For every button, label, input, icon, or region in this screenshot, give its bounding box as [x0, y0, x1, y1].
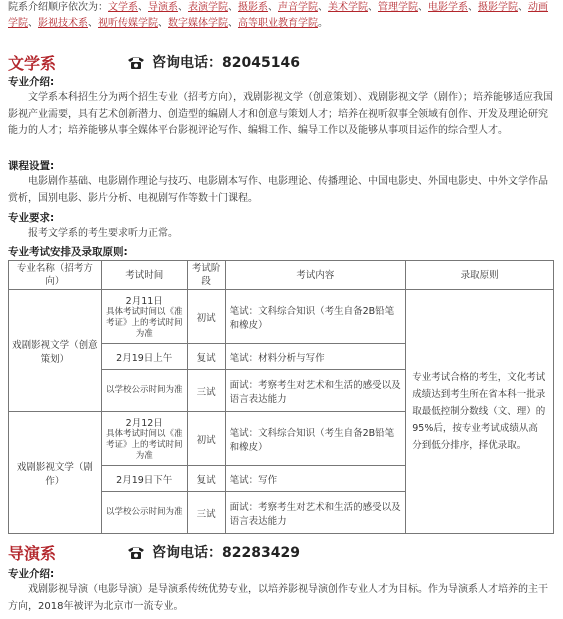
phone-text: 咨询电话：82045146 [152, 55, 300, 71]
dept-title: 文学系 [8, 53, 57, 73]
dept-link[interactable]: 影视技术系 [38, 18, 88, 29]
intro-text: 戏剧影视导演（电影导演）是导演系传统优势专业，以培养影视导演创作专业人才为目标。作为导演系人才培养的主干方向，2018年被评为北京市一流专业。 [8, 584, 548, 612]
stage-cell: 复试 [187, 466, 225, 492]
time-note: 具体考试时间以《准考证》上的考试时间为准 [105, 429, 183, 461]
time-note: 具体考试时间以《准考证》上的考试时间为准 [105, 307, 183, 339]
stage-cell: 复试 [187, 344, 225, 370]
separator: 、 [318, 2, 328, 13]
stage-cell: 三试 [187, 492, 225, 534]
course-text: 电影剧作基础、电影剧作理论与技巧、电影剧本写作、电影理论、传播理论、中国电影史、外国电影史、中外文学作品赏析，国别电影、影片分析、电视剧写作等数十门课程。 [8, 176, 548, 204]
dept-link[interactable]: 高等职业教育学院 [238, 18, 318, 29]
content-cell: 面试：考察考生对艺术和生活的感受以及语言表达能力 [225, 370, 406, 412]
col-content: 考试内容 [225, 261, 406, 290]
requirement-text: 报考文学系的考生要求听力正常。 [28, 228, 178, 239]
time-date: 2月11日 [125, 296, 163, 307]
major-cell: 戏剧影视文学（创意策划） [9, 290, 102, 412]
telephone-icon [126, 544, 146, 560]
separator: 、 [178, 2, 188, 13]
separator: 、 [138, 2, 148, 13]
time-cell: 2月19日上午 [101, 344, 187, 370]
content-cell: 笔试：文科综合知识（考生自备2B铅笔和橡皮） [225, 290, 406, 344]
separator: 、 [518, 2, 528, 13]
col-rule: 录取原则 [406, 261, 554, 290]
stage-cell: 初试 [187, 290, 225, 344]
order-prefix: 院系介绍顺序依次为： [8, 2, 108, 13]
dept-link[interactable]: 导演系 [148, 2, 178, 13]
col-major: 专业名称（招考方向） [9, 261, 102, 290]
phone-line [126, 542, 300, 562]
content-cell: 笔试：文科综合知识（考生自备2B铅笔和橡皮） [225, 412, 406, 466]
table-row [9, 290, 554, 344]
time-cell [101, 412, 187, 466]
intro-text: 文学系本科招生分为两个招生专业（招考方向），戏剧影视文学（创意策划）、戏剧影视文学（剧作）；培养能够适应我国影视产业需要，具有艺术创新潜力、创造型的编剧人才和创意与策划人才；培养在视听叙事全领域有创作、开发及理论研究能力的人才；培养能够从事全媒体平台影视评论写作、编辑工作、编导工作以及能够从事项目运作的综合型人才。 [8, 92, 553, 136]
stage-cell: 三试 [187, 370, 225, 412]
dept-link[interactable]: 文学系 [108, 2, 138, 13]
separator: 、 [88, 18, 98, 29]
dept-header-literature [8, 50, 300, 74]
exam-table [8, 260, 554, 534]
telephone-icon [126, 54, 146, 70]
dept-link[interactable]: 管理学院 [378, 2, 418, 13]
dept-header-directing [8, 540, 300, 564]
department-order [8, 0, 556, 32]
dept-link[interactable]: 电影学系 [428, 2, 468, 13]
dept-link[interactable]: 动画学院 [8, 2, 548, 29]
intro-heading: 专业介绍: [8, 76, 55, 88]
separator: 、 [368, 2, 378, 13]
dept-link[interactable]: 声音学院 [278, 2, 318, 13]
separator: 、 [228, 18, 238, 29]
col-stage: 考试阶段 [187, 261, 225, 290]
dept-link[interactable]: 摄影学院 [478, 2, 518, 13]
time-cell [101, 290, 187, 344]
time-date: 2月12日 [125, 418, 163, 429]
time-cell: 以学校公示时间为准 [101, 492, 187, 534]
content-cell: 面试：考察考生对艺术和生活的感受以及语言表达能力 [225, 492, 406, 534]
rule-cell: 专业考试合格的考生，文化考试成绩达到考生所在省本科一批录取最低控制分数线（文、理）的95%后，按专业考试成绩从高分到低分排序，择优录取。 [406, 290, 554, 534]
intro-heading: 专业介绍: [8, 568, 55, 580]
separator: 、 [28, 18, 38, 29]
requirement-heading: 专业要求: [8, 212, 55, 224]
col-time: 考试时间 [101, 261, 187, 290]
time-cell: 2月19日下午 [101, 466, 187, 492]
separator: 、 [158, 18, 168, 29]
course-heading: 课程设置: [8, 160, 55, 172]
dept-title: 导演系 [8, 543, 57, 563]
separator: 、 [268, 2, 278, 13]
content-cell: 笔试：材料分析与写作 [225, 344, 406, 370]
dept-link[interactable]: 数字媒体学院 [168, 18, 228, 29]
separator: 。 [318, 18, 328, 29]
dept-link[interactable]: 表演学院 [188, 2, 228, 13]
table-heading: 专业考试安排及录取原则: [8, 246, 128, 258]
content-cell: 笔试：写作 [225, 466, 406, 492]
time-cell: 以学校公示时间为准 [101, 370, 187, 412]
phone-text: 咨询电话：82283429 [152, 545, 300, 561]
stage-cell: 初试 [187, 412, 225, 466]
separator: 、 [228, 2, 238, 13]
table-header-row [9, 261, 554, 290]
dept-link[interactable]: 摄影系 [238, 2, 268, 13]
dept-link[interactable]: 视听传媒学院 [98, 18, 158, 29]
separator: 、 [468, 2, 478, 13]
dept-link[interactable]: 美术学院 [328, 2, 368, 13]
separator: 、 [418, 2, 428, 13]
major-cell: 戏剧影视文学（剧作） [9, 412, 102, 534]
phone-line [126, 52, 300, 72]
